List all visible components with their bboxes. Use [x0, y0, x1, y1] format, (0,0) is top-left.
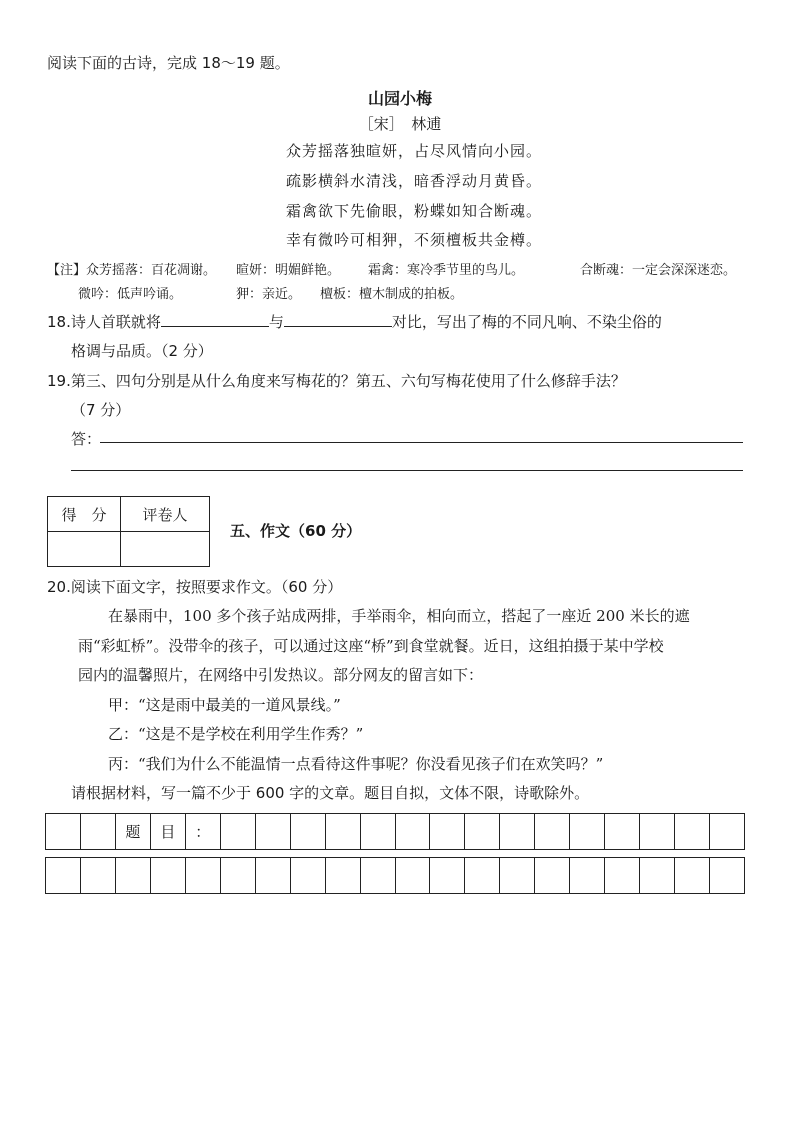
grid-cell[interactable]: [46, 814, 80, 849]
material-line-3: 园内的温馨照片，在网络中引发热议。部分网友的留言如下：: [78, 666, 484, 684]
grid-cell[interactable]: [604, 858, 639, 893]
grid-cell[interactable]: [464, 858, 499, 893]
q18-line-2: 格调与品质。（2 分）: [71, 342, 213, 360]
answer-line-2[interactable]: [71, 470, 743, 471]
q18-mid: 与: [268, 313, 284, 331]
score-header: 得 分: [48, 497, 121, 532]
q19-points: （7 分）: [71, 401, 131, 419]
answer-label: 答：: [71, 430, 102, 448]
title-char-ti: 题: [115, 814, 150, 849]
grid-cell[interactable]: [534, 814, 569, 849]
grid-cell[interactable]: [185, 858, 220, 893]
material-line-1: 在暴雨中，100 多个孩子站成两排，手举雨伞，相向而立，搭起了一座近 200 米长的遮: [108, 607, 690, 625]
poem-line-3: 霜禽欲下先偷眼，粉蝶如知合断魂。: [286, 202, 543, 220]
question-19: 19.第三、四句分别是从什么角度来写梅花的？第五、六句写梅花使用了什么修辞手法？: [47, 372, 626, 390]
grid-cell[interactable]: [220, 814, 255, 849]
reading-instruction: 阅读下面的古诗，完成 18～19 题。: [47, 54, 290, 72]
poem-note-2: 暄妍：明媚鲜艳。: [236, 263, 341, 278]
grid-cell[interactable]: [604, 814, 639, 849]
q18-suffix: 对比，写出了梅的不同凡响、不染尘俗的: [391, 313, 662, 331]
comment-jia: 甲：“这是雨中最美的一道风景线。”: [108, 696, 341, 714]
poem-note-5: 微吟：低声吟诵。: [78, 287, 183, 302]
grid-cell[interactable]: [709, 814, 744, 849]
poem-note-3: 霜禽：寒冷季节里的鸟儿。: [368, 263, 525, 278]
grid-cell[interactable]: [639, 858, 674, 893]
grid-cell[interactable]: [569, 858, 604, 893]
score-cell[interactable]: [48, 532, 121, 567]
grid-cell[interactable]: [709, 858, 744, 893]
grid-cell[interactable]: [499, 858, 534, 893]
grid-cell[interactable]: [360, 814, 395, 849]
grid-cell[interactable]: [499, 814, 534, 849]
grid-cell[interactable]: [674, 814, 709, 849]
grid-cell[interactable]: [80, 858, 115, 893]
poem-note-4: 合断魂：一定会深深迷恋。: [580, 263, 737, 278]
grid-cell[interactable]: [534, 858, 569, 893]
grid-cell[interactable]: [325, 858, 360, 893]
question-20: 20.阅读下面文字，按照要求作文。（60 分）: [47, 578, 343, 596]
poem-author: ［宋］ 林逋: [358, 115, 442, 133]
q18-blank-2[interactable]: [284, 312, 392, 327]
q18-prefix: 18.诗人首联就将: [47, 313, 161, 331]
poem-note-6: 狎：亲近。: [236, 287, 302, 302]
grid-cell[interactable]: [429, 858, 464, 893]
answer-line-1[interactable]: [100, 442, 743, 443]
poem-note-1: 【注】众芳摇落：百花凋谢。: [47, 263, 217, 278]
grid-cell[interactable]: [46, 858, 80, 893]
grid-cell[interactable]: [290, 858, 325, 893]
material-line-2: 雨“彩虹桥”。没带伞的孩子，可以通过这座“桥”到食堂就餐。近日，这组拍摄于某中学校: [78, 637, 664, 655]
grid-cell[interactable]: [150, 858, 185, 893]
grid-cell[interactable]: [115, 858, 150, 893]
grader-header: 评卷人: [121, 497, 210, 532]
grid-cell[interactable]: [395, 858, 430, 893]
grid-cell[interactable]: [80, 814, 115, 849]
writing-grid-row: [45, 857, 745, 894]
grid-cell[interactable]: [290, 814, 325, 849]
grid-cell[interactable]: [255, 858, 290, 893]
grader-cell[interactable]: [121, 532, 210, 567]
grid-cell[interactable]: [325, 814, 360, 849]
comment-yi: 乙：“这是不是学校在利用学生作秀？”: [108, 725, 364, 743]
writing-requirement: 请根据材料，写一篇不少于 600 字的文章。题目自拟，文体不限，诗歌除外。: [71, 784, 590, 802]
poem-note-7: 檀板：檀木制成的拍板。: [320, 287, 464, 302]
comment-bing: 丙：“我们为什么不能温情一点看待这件事呢？你没看见孩子们在欢笑吗？”: [108, 755, 604, 773]
question-18: [47, 311, 662, 332]
section-title: 五、作文（60 分）: [230, 522, 362, 540]
score-table: [47, 496, 210, 567]
poem-line-4: 幸有微吟可相狎，不须檀板共金樽。: [286, 231, 543, 249]
grid-cell[interactable]: [360, 858, 395, 893]
title-char-mu: 目: [150, 814, 185, 849]
grid-cell[interactable]: [639, 814, 674, 849]
poem-line-2: 疏影横斜水清浅，暗香浮动月黄昏。: [286, 172, 543, 190]
grid-cell[interactable]: [674, 858, 709, 893]
title-grid-row: [45, 813, 745, 850]
poem-line-1: 众芳摇落独暄妍，占尽风情向小园。: [286, 142, 543, 160]
q18-blank-1[interactable]: [161, 312, 269, 327]
grid-cell[interactable]: [464, 814, 499, 849]
grid-cell[interactable]: [395, 814, 430, 849]
grid-cell[interactable]: [569, 814, 604, 849]
poem-title: 山园小梅: [367, 89, 432, 108]
grid-cell[interactable]: [220, 858, 255, 893]
title-char-colon: ：: [185, 814, 220, 849]
grid-cell[interactable]: [429, 814, 464, 849]
grid-cell[interactable]: [255, 814, 290, 849]
